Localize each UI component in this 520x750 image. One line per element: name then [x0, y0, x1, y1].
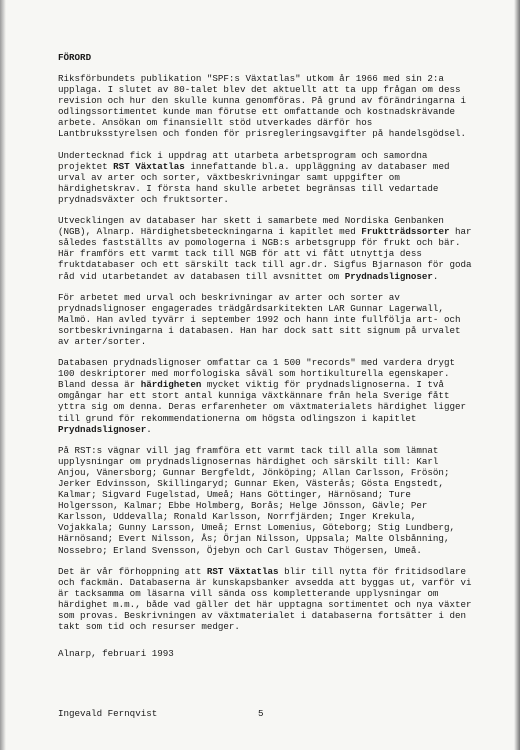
- bold-text: Prydnadslignoser: [344, 270, 433, 282]
- paragraph: [58, 357, 476, 435]
- bold-text: RST Växtatlas: [113, 160, 185, 172]
- text-run: .: [432, 270, 439, 282]
- signoff: Alnarp, februari 1993: [58, 648, 174, 660]
- page-number: 5: [258, 708, 264, 719]
- footer-author: Ingevald Fernqvist: [58, 708, 158, 719]
- text-run: Utvecklingen av databaser har skett i samarbete med Nordiska Genbanken (NGB), Alnarp. Härdighetsbeteckningarna i kapitlet med: [58, 215, 444, 238]
- bold-text: härdigheten: [140, 379, 202, 391]
- text-run: Riksförbundets publikation "SPF:s Växtatlas" utkom år 1966 med sin 2:a upplaga. I slutet av 80-talet blev det aktuellt att ta upp frågan om dess revision och hur den skulle kunna genomföras. På grund av förändringarna i odlingssortimentet kunde man förutse ett omfattande och kostnadskrävande arbete. Ansökan om finansiellt stöd utverkades därför hos Lantbruksstyrelsen och fonden för prisregleringsavgifter på handelsgödsel.: [58, 73, 466, 140]
- bold-text: Prydnadslignoser: [58, 423, 147, 435]
- paragraph: [58, 566, 476, 633]
- text-run: har således fastställts av pomologerna i NGB:s arbetsgrupp för frukt och bär. Här framförs ett varmt tack till NGB för att vi fått utnyttja dess fruktdatabaser och ett särskilt tack till agr.dr. Sigfus Bjarnason för goda råd vid utarbetandet av databasen till avsnittet om: [58, 226, 472, 282]
- body-text: [58, 73, 476, 632]
- section-heading: FÖRORD: [58, 52, 92, 63]
- paragraph: [58, 445, 476, 556]
- page-edge-left: [0, 0, 6, 750]
- text-run: Det är vår förhoppning att: [58, 565, 207, 577]
- text-run: För arbetet med urval och beskrivningar av arter och sorter av prydnadslignoser engagerades trädgårdsarkitekten LAR Gunnar Lagerwall, Malmö. Han avled tyvärr i september 1992 och hann inte fullfölja art- och sortbeskrivningarna i databasen. Han har dock satt sitt signum på urvalet av arter/sorter.: [58, 291, 461, 347]
- text-run: innefattande bl.a. uppläggning av databaser med urval av arter och sorter, växtbeskrivningar samt uppgifter om härdighetskrav. I första hand skulle arbetet begränsas till vedartade prydnadsväxter och fruktsorter.: [58, 160, 450, 205]
- text-run: .: [146, 423, 152, 435]
- text-run: Databasen prydnadslignoser omfattar ca 1 500 "records" med vardera drygt 100 deskriptorer med morfologiska såväl som hortikulturella egenskaper. Bland dessa är: [58, 357, 455, 391]
- paragraph: [58, 215, 476, 282]
- text-run: Undertecknad fick i uppdrag att utarbeta arbetsprogram och samordna projektet: [58, 149, 428, 172]
- bold-text: Fruktträdssorter: [361, 226, 450, 238]
- paragraph: [58, 292, 476, 347]
- page-footer: [58, 708, 476, 719]
- bold-text: RST Växtatlas: [206, 565, 279, 577]
- text-run: På RST:s vägnar vill jag framföra ett varmt tack till alla som lämnat upplysningar om prydnadslignosernas härdighet och särskilt till: Karl Anjou, Vänersborg; Gunnar Bergfeldt, Jönköping; Allan Carlsson, Frösön; Jerker Edvinsson, Skillingaryd; Gunnar Eken, Västerås; Gösta Engstedt, Kalmar; Sigvard Fugelstad, Umeå; Hans Göttinger, Härnösand; Ture Holgersson, Kalmar; Ebbe Holmberg, Borås; Helge Jönsson, Gävle; Per Karlsson, Uddevalla; Ronald Karlsson, Norrfjärden; Inger Krekula, Vojakkala; Gunny Larsson, Umeå; Ernst Lomenius, Göteborg; Stig Lundberg, Härnösand; Evert Nilsson, Ås; Örjan Nilsson, Uppsala; Malte Olsbånning, Nossebro; Erland Svensson, Öjebyn och Carl Gustav Thögersen, Umeå.: [58, 444, 455, 556]
- paragraph: [58, 73, 476, 140]
- text-run: mycket viktig för prydnadslignoserna. I två omgångar har ett stort antal kunniga växtkännare från hela Sverige fått yttra sig om denna. Deras erfarenheter om växtmaterialets härdighet ligger till grund för rekommendationerna om högsta odlingszon i kapitlet: [58, 379, 466, 424]
- text-run: blir till nytta för fritidsodlare och fackmän. Databaserna är kunskapsbanker avsedda att byggas ut, varför vi är tacksamma om läsarna vill sända oss kompletterande upplysningar om härdighet m.m., både vad gäller det här upptagna sortimentet och nya växter som provas. Beskrivningen av växtmaterialet i databaserna fortsätter i den takt som tid och resurser medger.: [58, 565, 472, 633]
- paragraph: [58, 150, 476, 205]
- page-edge-right: [514, 0, 520, 750]
